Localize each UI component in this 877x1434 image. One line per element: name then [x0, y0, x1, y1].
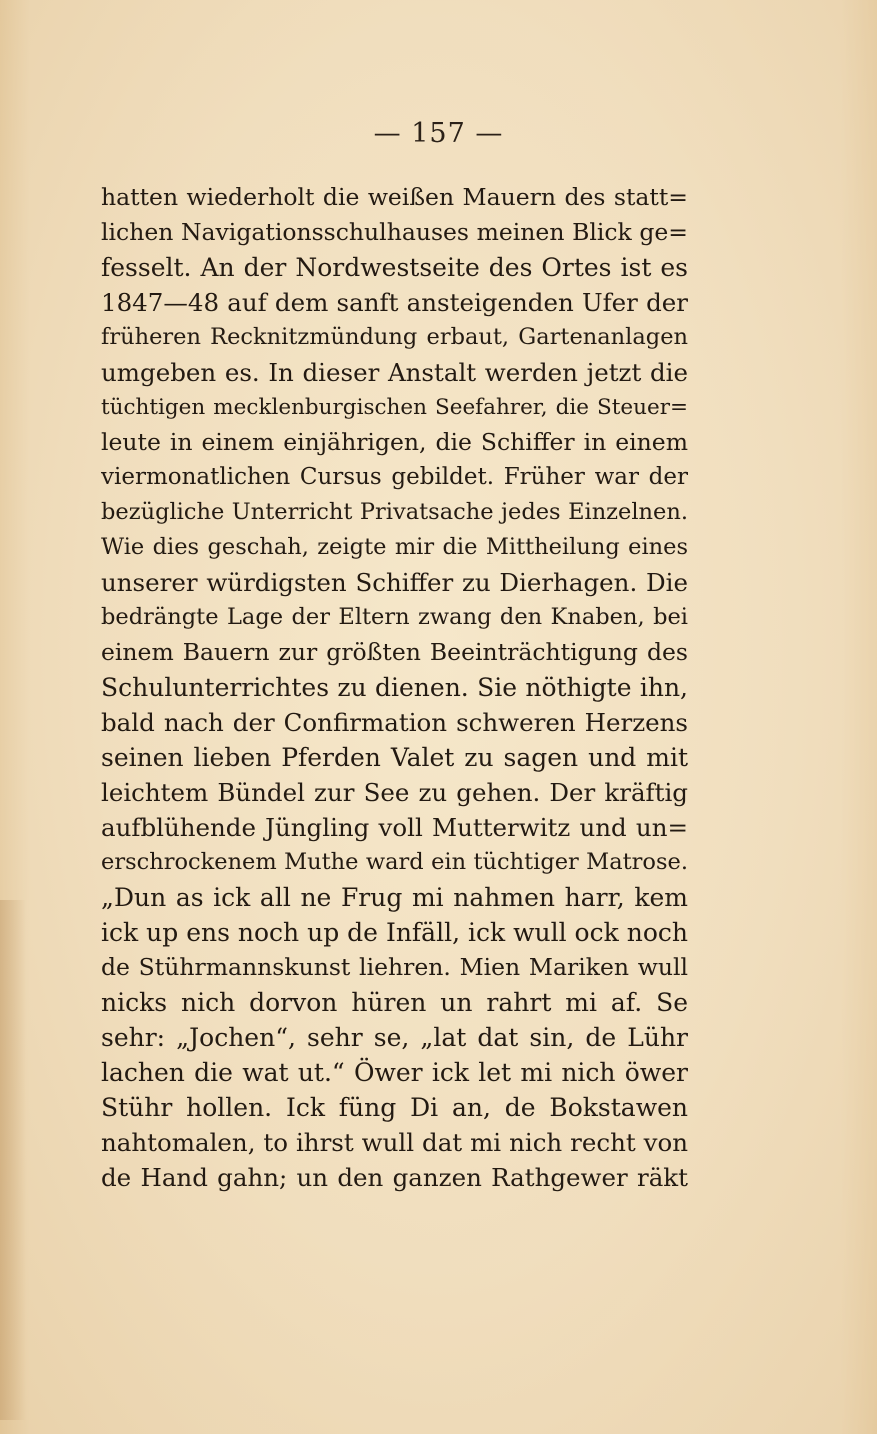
text-line: nicks nich dorvon hüren un rahrt mi af. Se — [101, 988, 688, 1017]
text-line: viermonatlichen Cursus gebildet. Früher war der — [101, 464, 688, 490]
text-line: de Hand gahn; un den ganzen Rathgewer räkt — [101, 1163, 688, 1192]
text-line: 1847—48 auf dem sanft ansteigenden Ufer der — [101, 288, 688, 317]
page-edge-stain — [0, 900, 26, 1420]
text-line: bald nach der Confirmation schweren Herzens — [101, 708, 688, 737]
text-line: Wie dies geschah, zeigte mir die Mittheilung eines — [101, 534, 688, 560]
text-line: bezügliche Unterricht Privatsache jedes Einzelnen. — [101, 499, 688, 525]
text-line: „Dun as ick all ne Frug mi nahmen harr, kem — [101, 883, 688, 912]
text-line: ick up ens noch up de Infäll, ick wull ock noch — [101, 918, 688, 947]
text-line: früheren Recknitzmündung erbaut, Gartenanlagen — [101, 324, 688, 350]
text-line: fesselt. An der Nordwestseite des Ortes ist es — [101, 253, 688, 282]
text-line: lichen Navigationsschulhauses meinen Blick ge= — [101, 218, 688, 246]
text-line: hatten wiederholt die weißen Mauern des statt= — [101, 183, 688, 211]
text-line: erschrockenem Muthe ward ein tüchtiger Matrose. — [101, 849, 688, 875]
text-line: lachen die wat ut.“ Öwer ick let mi nich öwer — [101, 1058, 688, 1087]
text-line: Schulunterrichtes zu dienen. Sie nöthigte ihn, — [101, 673, 688, 702]
text-line: unserer würdigsten Schiffer zu Dierhagen. Die — [101, 568, 688, 597]
text-line: einem Bauern zur größten Beeinträchtigung des — [101, 638, 688, 666]
text-line: aufblühende Jüngling voll Mutterwitz und un= — [101, 813, 688, 842]
text-line: sehr: „Jochen“, sehr se, „lat dat sin, de Lühr — [101, 1023, 688, 1052]
text-line: Stühr hollen. Ick füng Di an, de Bokstawen — [101, 1093, 688, 1122]
text-line: leichtem Bündel zur See zu gehen. Der kräftig — [101, 778, 688, 807]
page-number: — 157 — — [373, 118, 504, 149]
text-line: bedrängte Lage der Eltern zwang den Knaben, bei — [101, 604, 688, 630]
text-line: tüchtigen mecklenburgischen Seefahrer, die Steuer= — [101, 395, 688, 420]
text-line: umgeben es. In dieser Anstalt werden jetzt die — [101, 358, 688, 387]
body-text — [101, 180, 688, 1195]
text-line: nahtomalen, to ihrst wull dat mi nich recht von — [101, 1128, 688, 1157]
text-line: de Stührmannskunst liehren. Mien Mariken wull — [101, 953, 688, 981]
text-line: seinen lieben Pferden Valet zu sagen und mit — [101, 743, 688, 772]
text-line: leute in einem einjährigen, die Schiffer in einem — [101, 428, 688, 456]
